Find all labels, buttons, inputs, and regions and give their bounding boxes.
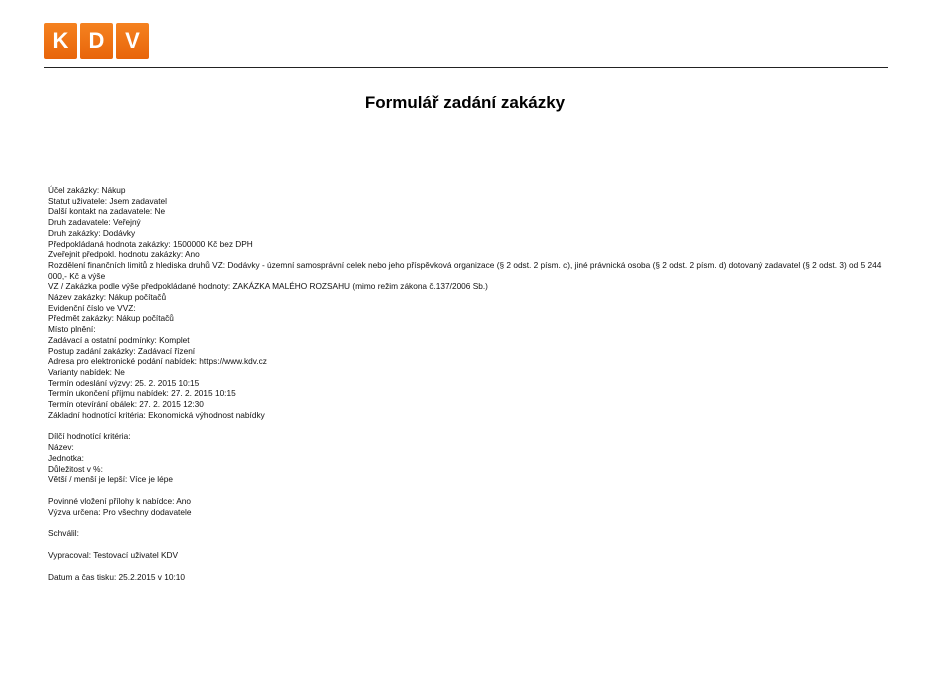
- field-nazev-zakazky: Název zakázky: Nákup počítačů: [48, 292, 167, 303]
- field-evidencni-cislo: Evidenční číslo ve VVZ:: [48, 302, 136, 313]
- page-title: Formulář zadání zakázky: [364, 93, 566, 112]
- field-ucel: Účel zakázky: Nákup: [48, 185, 126, 195]
- field-zakladni-kriteria: Základní hodnotící kritéria: Ekonomická výhodnost nabídky: [48, 409, 265, 420]
- field-predmet: Předmět zakázky: Nákup počítačů: [48, 313, 174, 324]
- field-zverejnit: Zveřejnit předpokl. hodnotu zakázky: Ano: [48, 249, 200, 260]
- field-podminky: Zadávací a ostatní podmínky: Komplet: [48, 334, 190, 345]
- spacer: [48, 420, 893, 431]
- spacer: [48, 561, 893, 572]
- kdv-logo: [44, 23, 149, 59]
- header-divider: [44, 67, 888, 68]
- field-nazev: Název:: [48, 442, 74, 453]
- field-druh-zakazky: Druh zakázky: Dodávky: [48, 227, 136, 238]
- spacer: [48, 539, 893, 550]
- logo-letter-k: K: [44, 23, 77, 59]
- logo-letter-v: V: [116, 23, 149, 59]
- field-rozdeleni: Rozdělení finančních limitů z hlediska druhů VZ: Dodávky - územní samosprávní celek nebo jeho příspěvková organizace (§ 2 odst. 2 písm. c), jiné právnická osoba (§ 2 odst. 2 písm. d) dotovaný zadavatel (§ 2 odst. 3) od 5 244 000,- Kč a výše: [48, 259, 882, 281]
- field-predpokladana-hodnota: Předpokládaná hodnota zakázky: 1500000 Kč bez DPH: [48, 238, 253, 249]
- field-varianty: Varianty nabídek: Ne: [48, 366, 125, 377]
- field-termin-ukonceni: Termín ukončení příjmu nabídek: 27. 2. 2015 10:15: [48, 388, 236, 399]
- spacer: [48, 517, 893, 528]
- field-vypracoval: Vypracoval: Testovací uživatel KDV: [48, 550, 179, 561]
- field-postup: Postup zadání zakázky: Zadávací řízení: [48, 345, 196, 356]
- field-datum-tisku: Datum a čas tisku: 25.2.2015 v 10:10: [48, 571, 185, 582]
- field-termin-otevirani: Termín otevírání obálek: 27. 2. 2015 12:30: [48, 399, 204, 410]
- field-dilci-kriteria: Dílčí hodnotící kritéria:: [48, 431, 131, 442]
- field-dulezitost: Důležitost v %:: [48, 463, 103, 474]
- field-jednotka: Jednotka:: [48, 452, 84, 463]
- field-druh-zadavatele: Druh zadavatele: Veřejný: [48, 217, 141, 228]
- field-schvalil: Schválil:: [48, 528, 79, 539]
- field-povinne-prilohy: Povinné vložení přílohy k nabídce: Ano: [48, 495, 191, 506]
- logo-letter-d: D: [80, 23, 113, 59]
- field-dalsi-kontakt: Další kontakt na zadavatele: Ne: [48, 206, 166, 217]
- field-statut: Statut uživatele: Jsem zadavatel: [48, 195, 167, 206]
- field-misto-plneni: Místo plnění:: [48, 324, 96, 335]
- field-adresa: Adresa pro elektronické podání nabídek: https://www.kdv.cz: [48, 356, 267, 367]
- field-vyzva-urcena: Výzva určena: Pro všechny dodavatele: [48, 506, 192, 517]
- field-vetsi-mensi: Větší / menší je lepší: Více je lépe: [48, 474, 173, 485]
- field-termin-odeslani: Termín odeslání výzvy: 25. 2. 2015 10:15: [48, 377, 200, 388]
- spacer: [48, 485, 893, 496]
- field-vz-zakazka: VZ / Zakázka podle výše předpokládané hodnoty: ZAKÁZKA MALÉHO ROZSAHU (mimo režim zákona č.137/2006 Sb.): [48, 281, 488, 292]
- form-fields: [48, 185, 893, 583]
